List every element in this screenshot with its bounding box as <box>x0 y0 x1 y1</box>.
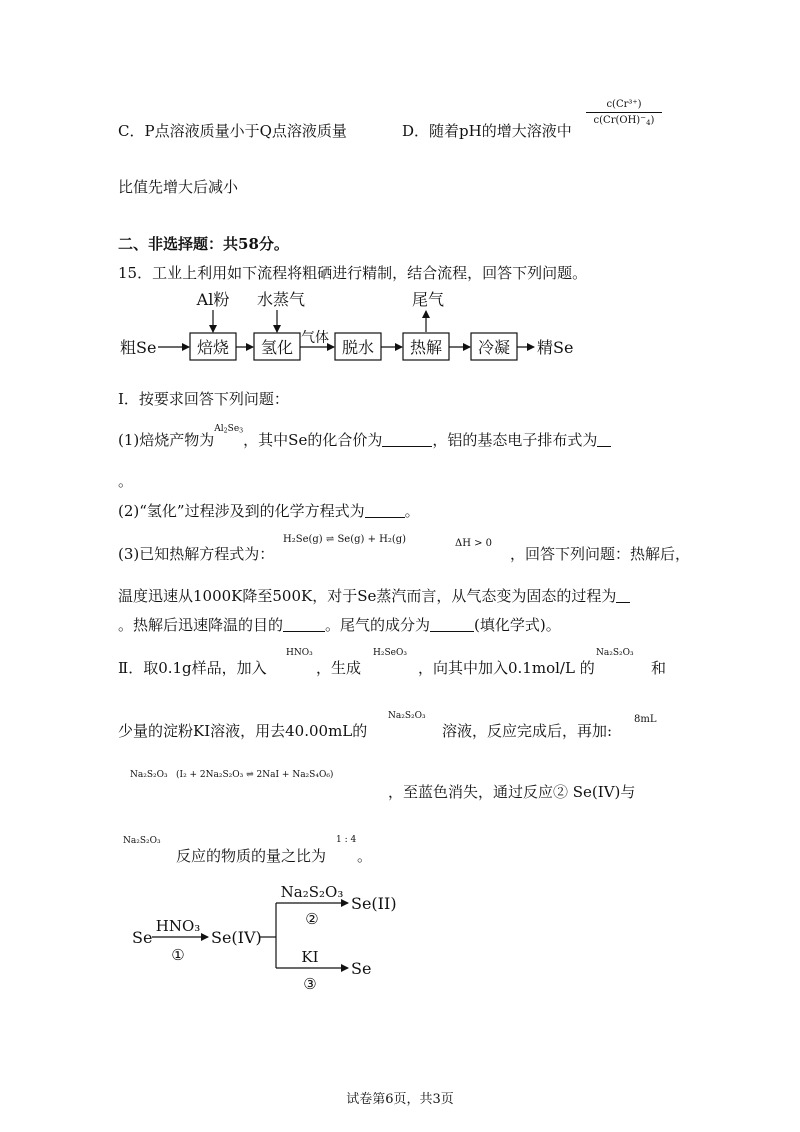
answer-blank <box>382 431 432 447</box>
q3-line-2: 温度迅速从1000K降至500K，对于Se蒸汽而言，从气态变为固态的过程为 <box>118 585 630 606</box>
part2-line-3: ，至蓝色消失，通过反应② Se(IV)与 <box>388 783 636 801</box>
flow-input-al: Al粉 <box>196 290 230 309</box>
ratio-value: 1 : 4 <box>336 835 357 845</box>
fraction-denominator: $c(Cr(OH)^-_4)$ <box>593 113 655 127</box>
answer-blank <box>616 587 630 603</box>
q3-line-3: 。热解后迅速降温的目的 。尾气的成分为 (填化学式)。 <box>118 616 561 634</box>
answer-blank <box>430 616 474 632</box>
part2-line-1a: Ⅱ．取0.1g样品，加入 <box>118 659 267 677</box>
na2s2o3-formula: Na₂S₂O₃ <box>388 711 426 721</box>
flow-step-pyrolysis: 热解 <box>409 338 443 357</box>
part1-title: Ⅰ．按要求回答下列问题： <box>118 390 289 408</box>
scheme-reagent-3: KI <box>301 948 319 966</box>
option-d-continuation: 比值先增大后减小 <box>118 178 239 196</box>
h2seo3-formula: H₂SeO₃ <box>373 648 407 658</box>
q3-equation: H₂Se(g) ⇌ Se(g) + H₂(g) <box>283 534 407 545</box>
option-c: C．P点溶液质量小于Q点溶液质量 <box>118 122 347 140</box>
al2se3-formula: Al2Se3 <box>214 424 244 435</box>
q3-line: (3)已知热解方程式为： <box>118 545 275 563</box>
flow-gas-label: 气体 <box>301 330 329 346</box>
part2-line-1c: ，向其中加入0.1mol/L 的 <box>418 659 595 677</box>
flow-end-label: 精Se <box>537 338 574 357</box>
na2s2o3-formula: Na₂S₂O₃ <box>130 770 168 780</box>
question-15-stem: 15．工业上利用如下流程将粗硒进行精制，结合流程，回答下列问题。 <box>118 264 588 282</box>
reaction-scheme <box>0 870 800 1000</box>
iodine-equation: (I₂ + 2Na₂S₂O₃ ⇌ 2NaI + Na₂S₄O₆) <box>176 770 334 780</box>
scheme-intermediate: Se(IV) <box>211 928 262 947</box>
flow-step-condensation: 冷凝 <box>477 338 511 357</box>
section-heading: 二、非选择题：共58分。 <box>118 235 289 253</box>
na2s2o3-formula: Na₂S₂O₃ <box>596 648 634 658</box>
flow-step-roast: 焙烧 <box>196 338 230 357</box>
na2s2o3-formula: Na₂S₂O₃ <box>123 836 161 846</box>
answer-blank <box>597 431 611 447</box>
fraction-numerator: c(Cr³⁺) <box>606 99 642 110</box>
answer-blank <box>365 502 405 518</box>
process-flow-diagram <box>0 0 800 380</box>
part2-line-2b: 溶液，反应完成后，再加: <box>442 722 613 740</box>
part2-end: 。 <box>357 847 373 865</box>
scheme-reagent-1: HNO₃ <box>155 917 201 935</box>
q3-delta-h: ΔH > 0 <box>455 538 493 549</box>
scheme-step-1: ① <box>171 946 185 964</box>
page-footer: 试卷第6页，共3页 <box>346 1092 454 1107</box>
option-d-prefix: D．随着pH的增大溶液中 <box>402 122 572 140</box>
scheme-product-3: Se <box>351 959 372 978</box>
scheme-step-3: ③ <box>303 975 317 993</box>
part2-line-1b: ，生成 <box>316 659 362 677</box>
part2-line-1d: 和 <box>651 659 667 677</box>
scheme-step-2: ② <box>305 910 319 928</box>
q2-line: (2)“氢化”过程涉及到的化学方程式为 。 <box>118 502 420 520</box>
flow-step-dehydration: 脱水 <box>341 338 375 357</box>
flow-tail-gas: 尾气 <box>411 290 445 309</box>
scheme-reagent-2: Na₂S₂O₃ <box>280 883 344 901</box>
part2-line-2a: 少量的淀粉KI溶液，用去40.00mL的 <box>118 722 368 740</box>
q1-line: (1)焙烧产物为$^{Al_2Se_3}$，其中Se的化合价为 ，铝的基态电子排布式为 <box>118 429 611 450</box>
scheme-product-2: Se(II) <box>351 894 397 913</box>
scheme-start: Se <box>132 928 153 947</box>
flow-start-label: 粗Se <box>120 338 157 357</box>
part2-volume: 8mL <box>634 714 657 725</box>
q3-line-tail: ，回答下列问题：热解后， <box>510 545 691 563</box>
flow-input-steam: 水蒸气 <box>256 290 306 309</box>
part2-line-4: 反应的物质的量之比为 <box>176 847 327 865</box>
flow-step-hydrogenation: 氢化 <box>260 338 294 357</box>
hno3-formula: HNO₃ <box>286 648 313 658</box>
q1-end: 。 <box>118 472 134 490</box>
answer-blank <box>283 616 325 632</box>
